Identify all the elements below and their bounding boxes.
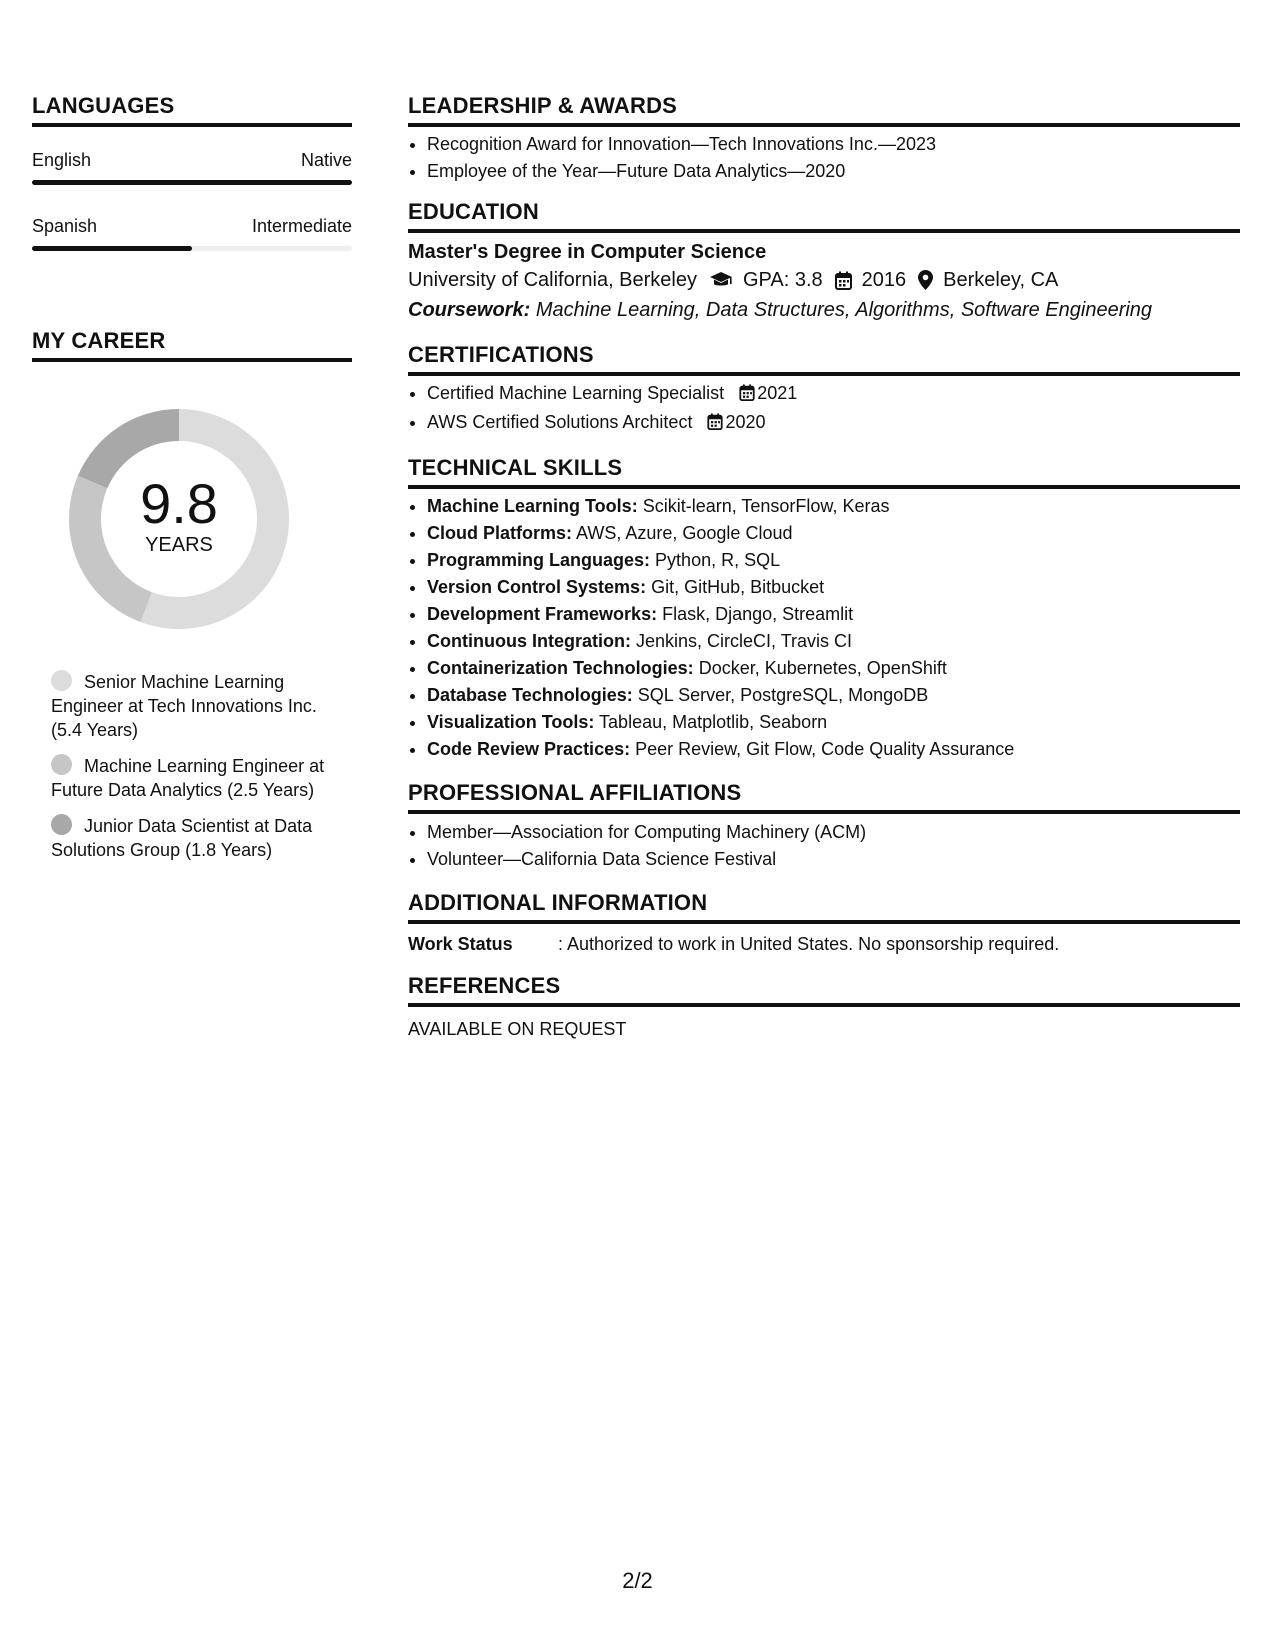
language-proficiency-bar: [32, 246, 352, 251]
leadership-title: LEADERSHIP & AWARDS: [408, 92, 1240, 127]
education-gpa: GPA: 3.8: [743, 269, 823, 291]
skill-value: SQL Server, PostgreSQL, MongoDB: [637, 685, 929, 705]
skill-label: Version Control Systems:: [427, 577, 647, 597]
career-legend-item: [51, 670, 336, 742]
certification-name: Certified Machine Learning Specialist: [427, 383, 725, 403]
work-status-value: : Authorized to work in United States. No sponsorship required.: [558, 934, 1060, 954]
education-meta: [408, 265, 1240, 295]
language-level: Intermediate: [251, 216, 352, 236]
skill-label: Development Frameworks:: [427, 604, 658, 624]
career-donut-center: [64, 404, 294, 634]
certification-name: AWS Certified Solutions Architect: [427, 412, 693, 432]
affiliations-title: PROFESSIONAL AFFILIATIONS: [408, 779, 1240, 814]
career-title: MY CAREER: [32, 327, 352, 362]
skill-value: Python, R, SQL: [655, 550, 781, 570]
skill-label: Programming Languages:: [427, 550, 651, 570]
skill-value: Tableau, Matplotlib, Seaborn: [599, 712, 828, 732]
certifications-list: [408, 380, 1240, 438]
education-school: University of California, Berkeley: [408, 269, 697, 291]
affiliation-item: • Volunteer—California Data Science Festival: [427, 846, 1240, 873]
skill-item: [427, 736, 1240, 763]
affiliations-list: [408, 819, 1240, 873]
references-text: AVAILABLE ON REQUEST: [408, 1019, 627, 1039]
skill-item: [427, 601, 1240, 628]
leadership-item: • Employee of the Year—Future Data Analytics—2020: [427, 158, 1240, 185]
skill-label: Code Review Practices:: [427, 739, 631, 759]
map-pin-icon: [918, 270, 933, 290]
leadership-list: [408, 131, 1240, 185]
skill-value: Peer Review, Git Flow, Code Quality Assurance: [635, 739, 1015, 759]
page-number: 2/2: [622, 1568, 653, 1593]
skill-value: Git, GitHub, Bitbucket: [651, 577, 825, 597]
skill-item: [427, 547, 1240, 574]
coursework-label: Coursework:: [408, 299, 531, 321]
language-name: Spanish: [32, 216, 98, 236]
skill-label: Containerization Technologies:: [427, 658, 694, 678]
certification-year: 2020: [725, 412, 766, 432]
skill-label: Machine Learning Tools:: [427, 496, 638, 516]
legend-dot-icon: [51, 670, 72, 691]
skill-label: Database Technologies:: [427, 685, 633, 705]
career-legend-item: [51, 754, 336, 802]
education-coursework: [408, 295, 1240, 325]
coursework-value: Machine Learning, Data Structures, Algorithms, Software Engineering: [535, 299, 1153, 321]
skills-list: [408, 493, 1240, 763]
language-proficiency-bar: [32, 180, 352, 185]
career-legend: [51, 670, 336, 862]
skill-item: [427, 709, 1240, 736]
graduation-cap-icon: [709, 271, 733, 289]
skill-value: Jenkins, CircleCI, Travis CI: [635, 631, 853, 651]
career-legend-item: [51, 814, 336, 862]
references-title: REFERENCES: [408, 972, 1240, 1007]
right-column: [408, 92, 1240, 1041]
calendar-icon: [739, 382, 755, 409]
career-total-years: 9.8: [140, 472, 218, 535]
skill-value: AWS, Azure, Google Cloud: [576, 523, 793, 543]
certification-year: 2021: [757, 383, 798, 403]
career-legend-text: Machine Learning Engineer at Future Data Analytics (2.5 Years): [51, 756, 325, 800]
affiliation-item: • Member—Association for Computing Machinery (ACM): [427, 819, 1240, 846]
skill-label: Cloud Platforms:: [427, 523, 573, 543]
leadership-item: • Recognition Award for Innovation—Tech Innovations Inc.—2023: [427, 131, 1240, 158]
language-level: Native: [300, 150, 352, 170]
skill-item: [427, 682, 1240, 709]
work-status-label: Work Status: [408, 934, 513, 954]
skill-value: Flask, Django, Streamlit: [662, 604, 854, 624]
certification-item: [427, 409, 1240, 438]
education-year: 2016: [861, 269, 907, 291]
skill-value: Scikit-learn, TensorFlow, Keras: [642, 496, 890, 516]
calendar-icon: [707, 411, 723, 438]
skill-label: Continuous Integration:: [427, 631, 631, 651]
language-name: English: [32, 150, 92, 170]
skill-item: [427, 574, 1240, 601]
language-spanish: [32, 215, 352, 251]
additional-info-title: ADDITIONAL INFORMATION: [408, 889, 1240, 924]
left-column: [32, 92, 352, 874]
languages-title: LANGUAGES: [32, 92, 352, 127]
certifications-title: CERTIFICATIONS: [408, 341, 1240, 376]
career-legend-text: Junior Data Scientist at Data Solutions Group (1.8 Years): [51, 816, 313, 860]
career-legend-text: Senior Machine Learning Engineer at Tech Innovations Inc. (5.4 Years): [51, 672, 317, 740]
legend-dot-icon: [51, 814, 72, 835]
legend-dot-icon: [51, 754, 72, 775]
work-status-row: [408, 932, 1240, 956]
certification-item: [427, 380, 1240, 409]
language-english: [32, 149, 352, 185]
skill-item: [427, 655, 1240, 682]
skill-value: Docker, Kubernetes, OpenShift: [698, 658, 947, 678]
education-location: Berkeley, CA: [943, 269, 1059, 291]
language-proficiency-fill: [32, 246, 192, 251]
career-total-unit: YEARS: [145, 534, 213, 556]
skill-item: [427, 520, 1240, 547]
education-title: EDUCATION: [408, 198, 1240, 233]
skills-title: TECHNICAL SKILLS: [408, 454, 1240, 489]
career-donut-chart: [64, 404, 294, 634]
skill-item: [427, 628, 1240, 655]
language-proficiency-fill: [32, 180, 352, 185]
skill-label: Visualization Tools:: [427, 712, 595, 732]
skill-item: [427, 493, 1240, 520]
calendar-icon: [835, 271, 852, 290]
education-degree: Master's Degree in Computer Science: [408, 241, 767, 263]
